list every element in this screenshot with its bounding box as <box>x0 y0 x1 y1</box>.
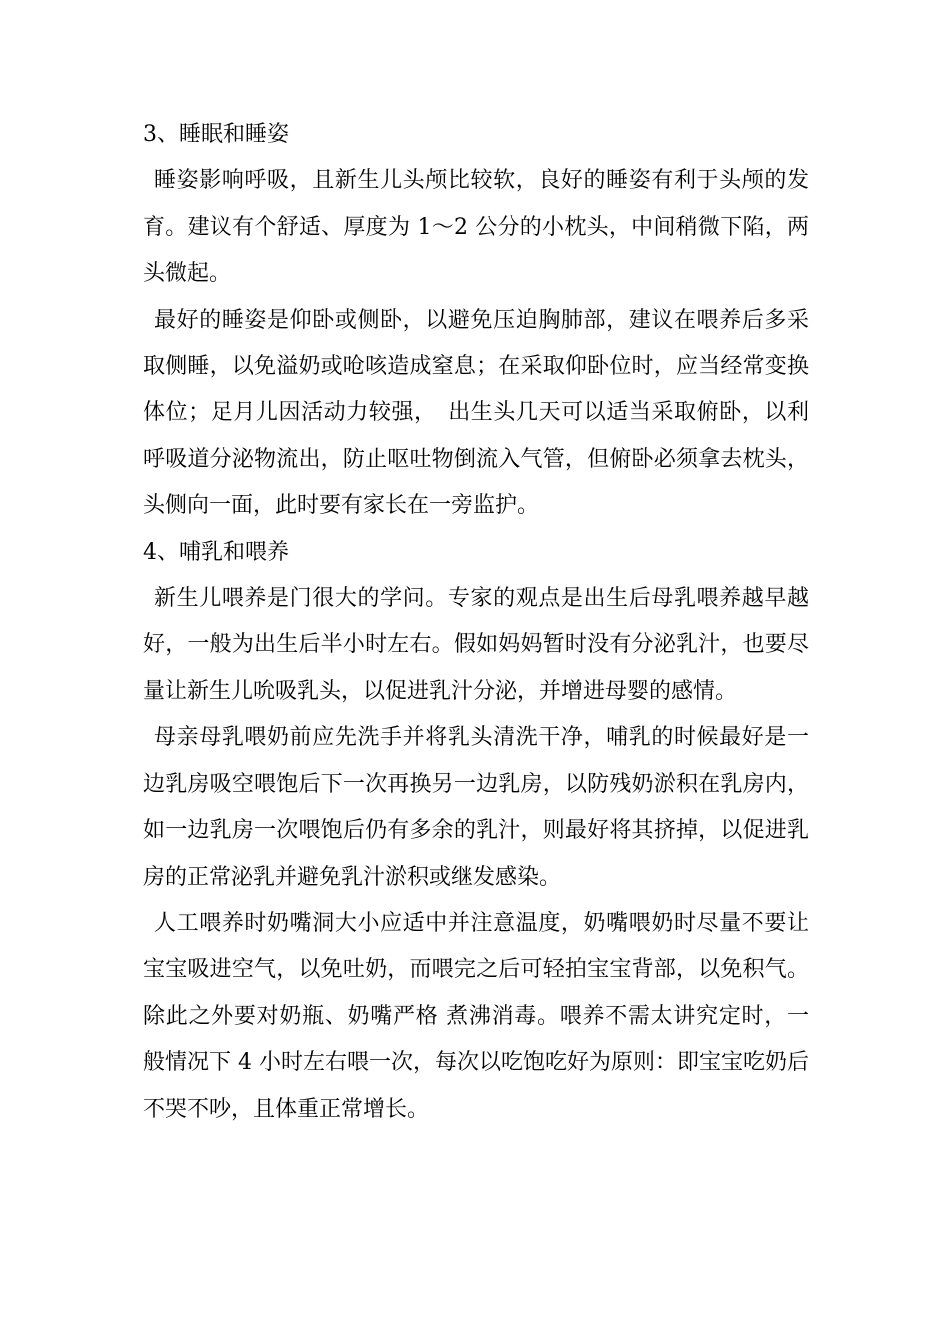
section-heading-feeding: 4、哺乳和喂养 <box>143 539 289 565</box>
document-page <box>143 112 809 1133</box>
paragraph: 新生儿喂养是门很大的学问。专家的观点是出生后母乳喂养越早越好，一般为出生后半小时左右。假如妈妈暂时没有分泌乳汁，也要尽量让新生儿吮吸乳头，以促进乳汁分泌，并增进母婴的感情。 <box>143 586 809 704</box>
section-feeding <box>143 530 809 1133</box>
section-heading-sleep: 3、睡眠和睡姿 <box>143 122 289 147</box>
paragraph: 人工喂养时奶嘴洞大小应适中并注意温度，奶嘴喂奶时尽量不要让宝宝吸进空气，以免吐奶，而喂完之后可轻拍宝宝背部，以免积气。除此之外要对奶瓶、奶嘴严格 煮沸消毒。喂养不需太讲究定时，一般情况下 4 小时左右喂一次，每次以吃饱吃好为原则：即宝宝吃奶后不哭不吵，且体重正常增长。 <box>143 910 809 1122</box>
paragraph: 母亲母乳喂奶前应先洗手并将乳头清洗干净，哺乳的时候最好是一边乳房吸空喂饱后下一次再换另一边乳房，以防残奶淤积在乳房内，如一边乳房一次喂饱后仍有多余的乳汁，则最好将其挤掉，以促进乳房的正常泌乳并避免乳汁淤积或继发感染。 <box>143 725 809 890</box>
paragraph: 睡姿影响呼吸，且新生儿头颅比较软，良好的睡姿有利于头颅的发育。建议有个舒适、厚度为 1～2 公分的小枕头，中间稍微下陷，两头微起。 <box>143 168 809 287</box>
paragraph: 最好的睡姿是仰卧或侧卧，以避免压迫胸肺部，建议在喂养后多采取侧睡，以免溢奶或呛咳造成窒息；在采取仰卧位时，应当经常变换体位；足月儿因活动力较强， 出生头几天可以适当采取俯卧，以利呼吸道分泌物流出，防止呕吐物倒流入气管，但俯卧必须拿去枕头，头侧向一面，此时要有家长在一旁监护。 <box>143 307 809 519</box>
section-sleep <box>143 112 809 530</box>
